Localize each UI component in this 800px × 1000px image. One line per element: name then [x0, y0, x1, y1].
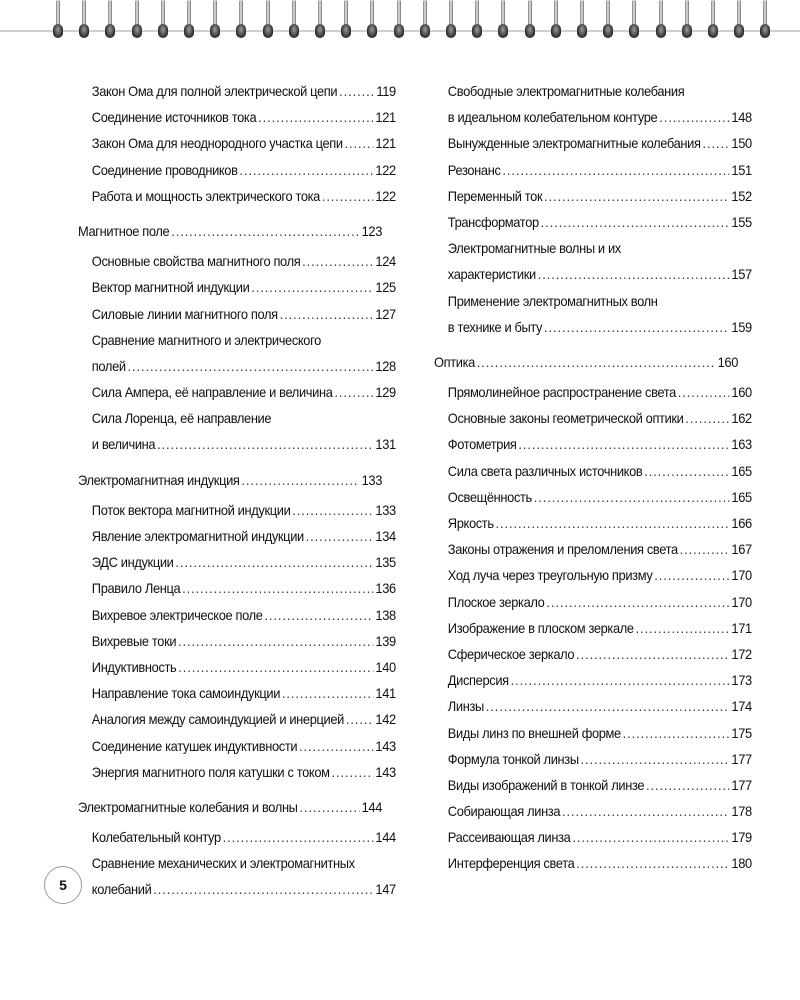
toc-entry [78, 379, 396, 405]
toc-chapter [434, 349, 738, 375]
dot-leader [334, 379, 373, 405]
binding-ring [419, 0, 431, 42]
toc-entry-page: 180 [731, 855, 752, 872]
dot-leader [654, 562, 729, 588]
toc-chapter-page: 160 [717, 353, 739, 370]
dot-leader [678, 379, 730, 405]
toc-entry [434, 615, 752, 641]
binding-ring [183, 0, 195, 42]
dot-leader [623, 720, 730, 746]
toc-entry [78, 706, 396, 732]
dot-leader [636, 615, 730, 641]
dot-leader [171, 218, 360, 244]
toc-section [78, 218, 396, 458]
toc-section [434, 349, 752, 877]
toc-entry-title: Вектор магнитной индукции [91, 279, 250, 296]
toc-entry-line: Сила Лоренца, её направление [91, 410, 272, 427]
toc-entry-title: полей [91, 357, 126, 374]
toc-entry-page: 128 [375, 357, 396, 374]
toc-entry-title: Освещённость [447, 488, 532, 505]
toc-right-column [434, 78, 752, 886]
toc-entry-title: Вынужденные электромагнитные колебания [447, 135, 701, 152]
binding-ring [366, 0, 378, 42]
toc-entry [434, 183, 752, 209]
binding-ring [104, 0, 116, 42]
toc-entry-title: колебаний [91, 881, 152, 898]
dot-leader [685, 405, 729, 431]
toc-entry-title: Виды изображений в тонкой линзе [447, 776, 645, 793]
binding-ring [78, 0, 90, 42]
toc-entry-title: Дисперсия [447, 672, 509, 689]
binding-ring [602, 0, 614, 42]
toc-entry-page: 178 [731, 803, 752, 820]
toc-entry [78, 628, 396, 654]
toc-entry-title: Изображение в плоском зеркале [447, 619, 634, 636]
toc-entry-title: Энергия магнитного поля катушки с током [91, 763, 330, 780]
dot-leader [576, 850, 729, 876]
toc-chapter [78, 218, 382, 244]
toc-entry-title: ЭДС индукции [91, 554, 174, 571]
toc-entry-title: Соединение проводников [91, 161, 238, 178]
toc-entry [434, 130, 752, 156]
toc-entry-title: Сила Ампера, её направление и величина [91, 384, 333, 401]
toc-entry [434, 667, 752, 693]
dot-leader [534, 484, 730, 510]
toc-entry-page: 147 [375, 881, 396, 898]
toc-entry [78, 353, 396, 379]
toc-entry-title: Законы отражения и преломления света [447, 541, 678, 558]
toc-entry-title: Правило Ленца [91, 580, 181, 597]
dot-leader [322, 183, 374, 209]
toc-section [78, 794, 396, 903]
dot-leader [581, 746, 730, 772]
toc-entry [434, 693, 752, 719]
toc-entry-title: Закон Ома для полной электрической цепи [91, 83, 338, 99]
toc-entry-page: 174 [731, 698, 752, 715]
toc-entry-page: 135 [375, 554, 396, 571]
toc-entry-title: Основные законы геометрической оптики [447, 410, 684, 427]
toc-entry-page: 119 [376, 83, 396, 99]
toc-entry [434, 405, 752, 431]
binding-ring [497, 0, 509, 42]
toc-entry-title: Линзы [447, 698, 484, 715]
toc-entry [434, 379, 752, 405]
toc-entry [78, 575, 396, 601]
toc-entry-page: 127 [375, 305, 396, 322]
binding-ring [445, 0, 457, 42]
binding-ring [52, 0, 64, 42]
toc-entry-title: Ход луча через треугольную призму [447, 567, 653, 584]
toc-entry [78, 248, 396, 274]
toc-entry-title: Интерференция света [447, 855, 575, 872]
toc-entry [434, 104, 752, 130]
toc-entry-page: 173 [731, 672, 752, 689]
toc-chapter-title: Магнитное поле [78, 222, 170, 239]
toc-entry-page: 122 [375, 187, 396, 204]
toc-left-column [78, 78, 396, 912]
dot-leader [153, 876, 373, 902]
dot-leader [280, 301, 374, 327]
toc-entry-title: Вихревые токи [91, 632, 177, 649]
toc-entry-page: 131 [375, 436, 396, 453]
dot-leader [251, 274, 373, 300]
dot-leader [223, 824, 374, 850]
toc-entry-page: 122 [375, 161, 396, 178]
dot-leader [544, 183, 729, 209]
dot-leader [346, 706, 374, 732]
toc-entry-title: Явление электромагнитной индукции [91, 528, 304, 544]
toc-entry [434, 850, 752, 876]
toc-chapter-page: 144 [361, 798, 383, 815]
toc-entry-title: Сила света различных источников [447, 462, 643, 479]
toc-entry [78, 301, 396, 327]
toc-entry-page: 155 [731, 213, 752, 230]
toc-entry [434, 209, 752, 235]
toc-entry-page: 179 [731, 829, 752, 846]
toc-entry-page: 139 [375, 632, 396, 649]
dot-leader [345, 130, 374, 156]
binding-ring [314, 0, 326, 42]
binding-ring [655, 0, 667, 42]
binding-ring [628, 0, 640, 42]
binding-ring [759, 0, 771, 42]
binding-ring [707, 0, 719, 42]
toc-entry [434, 772, 752, 798]
toc-entry-page: 157 [731, 266, 752, 283]
toc-entry [78, 157, 396, 183]
toc-chapter-title: Электромагнитная индукция [78, 471, 240, 488]
toc-entry-title: Закон Ома для неоднородного участка цепи [91, 135, 343, 152]
toc-entry-page: 134 [375, 528, 396, 544]
toc-entry-title: Индуктивность [91, 658, 177, 675]
toc-entry-page: 172 [731, 645, 752, 662]
toc-entry [434, 314, 752, 340]
dot-leader [486, 693, 730, 719]
toc-entry [434, 458, 752, 484]
toc-entry [78, 523, 396, 549]
toc-entry [434, 431, 752, 457]
dot-leader [239, 157, 373, 183]
binding-ring [235, 0, 247, 42]
toc-entry [78, 733, 396, 759]
toc-entry [434, 746, 752, 772]
binding-ring [550, 0, 562, 42]
dot-leader [299, 733, 374, 759]
toc-entry [78, 183, 396, 209]
toc-entry-line: Электромагнитные волны и их [447, 240, 621, 257]
dot-leader [128, 353, 374, 379]
toc-entry [78, 431, 396, 457]
dot-leader [546, 589, 729, 615]
dot-leader [292, 497, 373, 523]
binding-ring [733, 0, 745, 42]
toc-entry [78, 497, 396, 523]
toc-entry [434, 157, 752, 183]
toc-chapter-page: 133 [361, 471, 383, 488]
toc-entry [78, 602, 396, 628]
toc-entry-title: Прямолинейное распространение света [447, 384, 676, 401]
dot-leader [302, 248, 373, 274]
toc-entry-page: 148 [731, 109, 752, 126]
toc-entry-title: Формула тонкой линзы [447, 750, 579, 767]
toc-section [434, 78, 752, 340]
dot-leader [644, 458, 729, 484]
toc-entry-title: в технике и быту [447, 318, 543, 335]
dot-leader [339, 78, 374, 104]
dot-leader [331, 759, 373, 785]
toc-entry-page: 175 [731, 724, 752, 741]
toc-entry-title: Рассеивающая линза [447, 829, 571, 846]
binding-ring [524, 0, 536, 42]
toc-entry [78, 104, 396, 130]
toc-section [78, 467, 396, 785]
dot-leader [562, 798, 730, 824]
toc-entry-title: Основные свойства магнитного поля [91, 253, 301, 270]
toc-entry-page: 152 [731, 187, 752, 204]
dot-leader [680, 536, 730, 562]
toc-entry [78, 549, 396, 575]
dot-leader [175, 549, 373, 575]
toc-entry-title: Сферическое зеркало [447, 645, 575, 662]
binding-ring [681, 0, 693, 42]
toc-entry-title: Силовые линии магнитного поля [91, 305, 278, 322]
toc-entry-page: 141 [375, 685, 396, 702]
toc-entry-page: 143 [375, 737, 396, 754]
toc-chapter-title: Электромагнитные колебания и волны [78, 798, 298, 815]
spiral-binding [0, 0, 800, 44]
toc-entry [78, 876, 396, 902]
binding-ring [157, 0, 169, 42]
toc-entry-title: Соединение катушек индуктивности [91, 737, 298, 754]
toc-entry-page: 162 [731, 410, 752, 427]
toc-entry-title: Собирающая линза [447, 803, 561, 820]
toc-entry [78, 824, 396, 850]
toc-entry [78, 130, 396, 156]
binding-ring [340, 0, 352, 42]
toc-entry-title: Фотометрия [447, 436, 517, 453]
toc-entry-page: 166 [731, 515, 752, 531]
toc-entry [434, 261, 752, 287]
toc-entry-title: Соединение источников тока [91, 109, 257, 126]
binding-ring [209, 0, 221, 42]
toc-entry-page: 129 [375, 384, 396, 401]
toc-entry-title: Колебательный контур [91, 829, 221, 846]
toc-entry-page: 177 [731, 776, 752, 793]
toc-entry-page: 138 [375, 606, 396, 623]
toc-section [78, 78, 396, 209]
toc-entry-title: Переменный ток [447, 187, 543, 204]
binding-ring [393, 0, 405, 42]
toc-entry-page: 143 [375, 763, 396, 780]
toc-entry-page: 177 [731, 750, 752, 767]
dot-leader [702, 130, 729, 156]
dot-leader [477, 349, 716, 375]
dot-leader [544, 314, 730, 340]
dot-leader [511, 667, 730, 693]
toc-entry-title: Работа и мощность электрического тока [91, 187, 320, 204]
toc-entry [434, 641, 752, 667]
dot-leader [502, 157, 729, 183]
dot-leader [299, 794, 359, 820]
toc-entry-page: 170 [731, 567, 752, 584]
toc-entry-page: 163 [731, 436, 752, 453]
toc-entry-page: 167 [731, 541, 752, 558]
dot-leader [646, 772, 730, 798]
toc-entry-title: Направление тока самоиндукции [91, 685, 281, 702]
toc-entry-page: 121 [375, 135, 396, 152]
toc-entry [434, 510, 752, 536]
toc-entry-page: 171 [731, 619, 752, 636]
toc-entry-page: 160 [731, 384, 752, 401]
toc-entry-title: Вихревое электрическое поле [91, 606, 263, 623]
toc-chapter-page: 123 [361, 222, 383, 239]
toc-entry-page: 125 [375, 279, 396, 296]
dot-leader [541, 209, 730, 235]
toc-entry-page: 170 [731, 593, 752, 610]
dot-leader [282, 680, 374, 706]
dot-leader [157, 431, 374, 457]
toc-entry-page: 151 [731, 161, 752, 178]
toc-entry-page: 165 [731, 462, 752, 479]
toc-entry-page: 165 [731, 488, 752, 505]
dot-leader [496, 510, 730, 536]
toc-chapter-title: Оптика [434, 353, 475, 370]
toc-entry-line: Сравнение магнитного и электрического [91, 331, 321, 348]
dot-leader [178, 654, 373, 680]
binding-ring [576, 0, 588, 42]
toc-entry-title: Резонанс [447, 161, 501, 178]
toc-entry-line: Сравнение механических и электромагнитных [91, 855, 355, 872]
dot-leader [306, 523, 374, 549]
toc-entry [78, 759, 396, 785]
toc-entry [434, 589, 752, 615]
binding-ring [471, 0, 483, 42]
toc-chapter [78, 467, 382, 493]
binding-ring [262, 0, 274, 42]
toc-chapter [78, 794, 382, 820]
toc-entry-page: 133 [375, 501, 396, 518]
toc-entry-page: 136 [375, 580, 396, 597]
dot-leader [241, 467, 359, 493]
toc-entry-title: характеристики [447, 266, 536, 283]
page-number: 5 [59, 877, 67, 893]
dot-leader [182, 575, 373, 601]
toc-entry-page: 140 [375, 658, 396, 675]
toc-entry [78, 654, 396, 680]
binding-ring [131, 0, 143, 42]
toc-entry-title: Аналогия между самоиндукцией и инерцией [91, 711, 344, 728]
toc-entry-page: 150 [731, 135, 752, 152]
toc-entry-title: Плоское зеркало [447, 593, 545, 610]
toc-entry [434, 824, 752, 850]
toc-entry [78, 78, 396, 104]
toc-entry [434, 536, 752, 562]
page-number-badge [44, 866, 82, 904]
dot-leader [258, 104, 373, 130]
toc-entry [434, 562, 752, 588]
binding-ring [288, 0, 300, 42]
toc-entry-title: Поток вектора магнитной индукции [91, 501, 291, 518]
toc-entry [434, 720, 752, 746]
toc-entry-line: Применение электромагнитных волн [447, 292, 658, 309]
toc-entry [434, 798, 752, 824]
toc-entry-page: 121 [375, 109, 396, 126]
toc-entry [78, 680, 396, 706]
toc-entry-title: Яркость [447, 515, 494, 531]
toc-entry [434, 484, 752, 510]
toc-entry-title: в идеальном колебательном контуре [447, 109, 658, 126]
toc-entry-page: 142 [375, 711, 396, 728]
toc-entry-title: Виды линз по внешней форме [447, 724, 621, 741]
dot-leader [572, 824, 729, 850]
toc-entry-title: Трансформатор [447, 213, 539, 230]
toc-entry-line: Свободные электромагнитные колебания [447, 83, 685, 99]
toc-entry [78, 274, 396, 300]
toc-entry-title: и величина [91, 436, 156, 453]
dot-leader [538, 261, 730, 287]
toc-entry-page: 124 [375, 253, 396, 270]
toc-entry-page: 144 [375, 829, 396, 846]
dot-leader [178, 628, 374, 654]
dot-leader [518, 431, 729, 457]
dot-leader [659, 104, 729, 130]
dot-leader [576, 641, 729, 667]
dot-leader [264, 602, 373, 628]
toc-entry-page: 159 [731, 318, 752, 335]
